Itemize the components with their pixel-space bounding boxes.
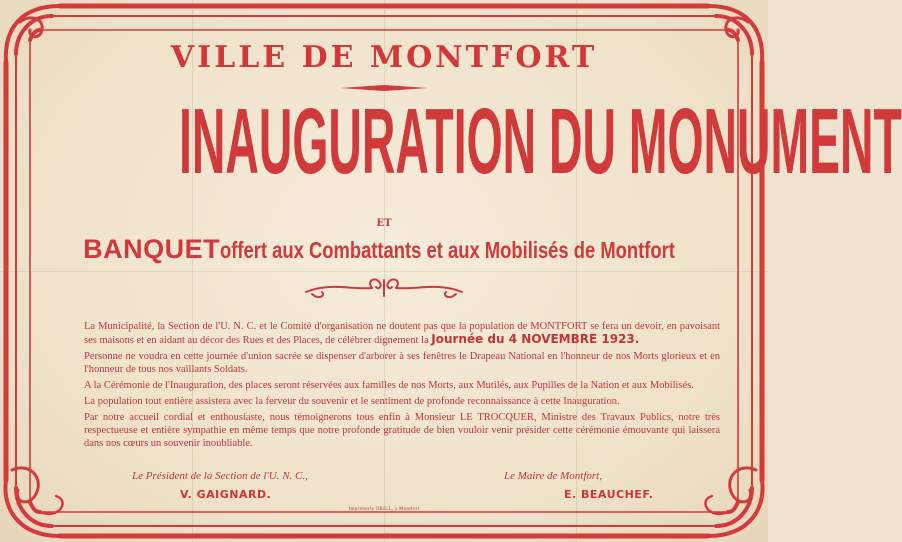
president-name: V. GAIGNARD. xyxy=(180,488,272,501)
printer-credit: Imprimerie ORILL, à Montfort xyxy=(348,507,420,512)
paragraph: Personne ne voudra en cette journée d'union sacrée se dispenser d'arborer à ses fenêtres le Drapeau National en l'honneur de nos Morts glorieux et en l'honneur de tous nos vaillants Soldats. xyxy=(84,351,720,375)
paragraph: Par notre accueil cordial et enthousiaste, nous témoignerons tous enfin à Monsieur LE TROCQUER, Ministre des Travaux Publics, notre très respectueuse et entière sympathie en même temps que notre profonde gratitude de bien vouloir venir présider cette cérémonie émouvante qui laissera dans nos cœurs un souvenir inoubliable. xyxy=(84,412,720,449)
paragraph xyxy=(84,320,720,347)
mayor-name: E. BEAUCHEF. xyxy=(564,488,654,501)
mayor-title: Le Maire de Montfort, xyxy=(504,470,602,482)
paragraph-text: La Municipalité, la Section de l'U. N. C. et le Comité d'organisation ne doutent pas que la population de MONTFORT se fera un devoir, en pavoisant ses maisons et en aidant au décor des Rues et des Places, de célébrer dignement la xyxy=(84,321,720,346)
event-date: Journée du 4 NOVEMBRE 1923. xyxy=(431,332,640,346)
paragraph: A la Cérémonie de l'Inauguration, des places seront réservées aux familles de nos Morts, aux Mutilés, aux Pupilles de la Nation et aux Mobilisés. xyxy=(84,380,694,391)
paragraph: La population tout entière assistera avec la ferveur du souvenir et le sentiment de profonde reconnaissance à cette Inauguration. xyxy=(84,396,620,407)
president-title: Le Président de la Section de l'U. N. C., xyxy=(132,470,308,482)
conjunction: ET xyxy=(376,218,392,229)
headline: INAUGURATION DU MONUMENT xyxy=(179,89,902,194)
banquet-word: BANQUET xyxy=(83,234,221,264)
banquet-line xyxy=(0,234,768,265)
announcement-text xyxy=(84,320,720,453)
banquet-text: offert aux Combattants et aux Mobilisés de Montfort xyxy=(220,237,676,263)
town-title: VILLE DE MONTFORT xyxy=(170,40,598,75)
